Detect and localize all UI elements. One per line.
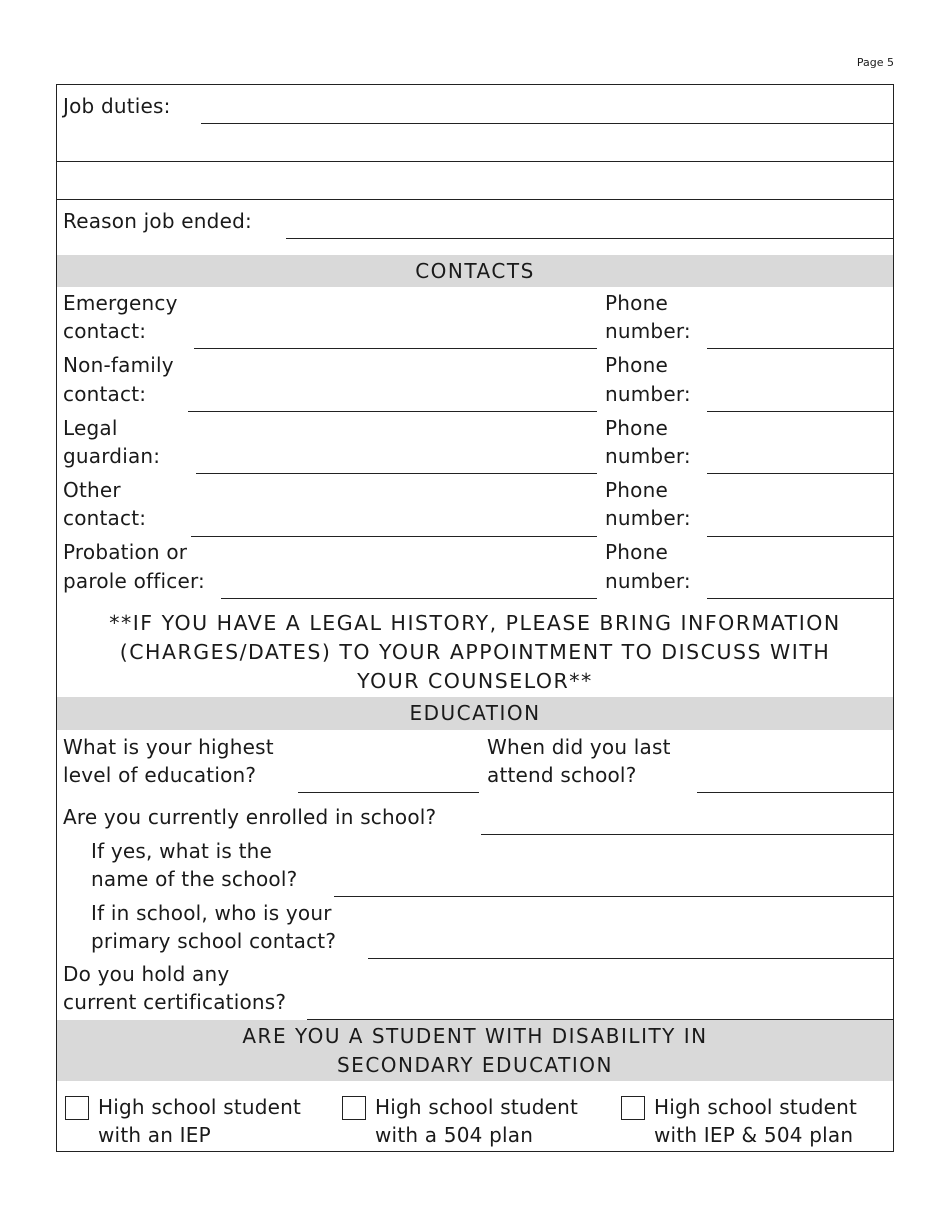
- iep-checkbox[interactable]: [65, 1096, 89, 1120]
- school-name-label-line1: If yes, what is the: [91, 839, 273, 863]
- probation-officer-label-line2: parole officer:: [63, 569, 205, 593]
- certifications-label-line1: Do you hold any: [63, 962, 230, 986]
- phone-label-line1: Phone: [605, 416, 668, 440]
- highest-education-label-line2: level of education?: [63, 763, 257, 787]
- iep-option-label-line2: with an IEP: [98, 1123, 211, 1147]
- emergency-contact-field[interactable]: [194, 348, 597, 349]
- reason-job-ended-field[interactable]: [286, 238, 893, 239]
- disability-heading-line-2: SECONDARY EDUCATION: [336, 1053, 613, 1077]
- job-duties-label: Job duties:: [63, 94, 171, 118]
- iep-and-504-option-label-line2: with IEP & 504 plan: [654, 1123, 854, 1147]
- other-contact-label-line1: Other: [63, 478, 121, 502]
- highest-education-label-line1: What is your highest: [63, 735, 274, 759]
- legal-note-line-2: (CHARGES/DATES) TO YOUR APPOINTMENT TO DISCUSS WITH: [119, 640, 831, 664]
- phone-label-line2: number:: [605, 444, 691, 468]
- non-family-contact-label-line2: contact:: [63, 382, 147, 406]
- phone-label-line2: number:: [605, 506, 691, 530]
- other-contact-field[interactable]: [191, 536, 597, 537]
- legal-guardian-label-line1: Legal: [63, 416, 118, 440]
- school-name-field[interactable]: [334, 896, 893, 897]
- job-duties-field-line-3[interactable]: [57, 199, 893, 200]
- last-attend-label-line1: When did you last: [487, 735, 671, 759]
- legal-history-note: [57, 609, 893, 696]
- contacts-heading: CONTACTS: [57, 255, 893, 287]
- legal-guardian-phone-field[interactable]: [707, 473, 893, 474]
- legal-note-line-3: YOUR COUNSELOR**: [357, 669, 593, 693]
- phone-label-line1: Phone: [605, 478, 668, 502]
- iep-and-504-option-label-line1: High school student: [654, 1095, 858, 1119]
- last-attend-field[interactable]: [697, 792, 893, 793]
- probation-officer-label-line1: Probation or: [63, 540, 188, 564]
- legal-guardian-label-line2: guardian:: [63, 444, 161, 468]
- non-family-contact-field[interactable]: [188, 411, 597, 412]
- disability-heading-line-1: ARE YOU A STUDENT WITH DISABILITY IN: [242, 1024, 708, 1048]
- legal-note-line-1: **IF YOU HAVE A LEGAL HISTORY, PLEASE BRING INFORMATION: [109, 611, 841, 635]
- other-contact-phone-field[interactable]: [707, 536, 893, 537]
- phone-label-line1: Phone: [605, 540, 668, 564]
- probation-officer-phone-field[interactable]: [707, 598, 893, 599]
- disability-heading: [57, 1020, 893, 1081]
- legal-guardian-field[interactable]: [196, 473, 597, 474]
- probation-officer-field[interactable]: [221, 598, 597, 599]
- school-contact-label-line2: primary school contact?: [91, 929, 337, 953]
- highest-education-field[interactable]: [298, 792, 479, 793]
- plan-504-option-label-line1: High school student: [375, 1095, 579, 1119]
- emergency-contact-label-line2: contact:: [63, 319, 147, 343]
- phone-label-line1: Phone: [605, 353, 668, 377]
- last-attend-label-line2: attend school?: [487, 763, 637, 787]
- iep-and-504-checkbox[interactable]: [621, 1096, 645, 1120]
- phone-label-line2: number:: [605, 319, 691, 343]
- job-duties-field-line-2[interactable]: [57, 161, 893, 162]
- reason-job-ended-label: Reason job ended:: [63, 209, 252, 233]
- phone-label-line1: Phone: [605, 291, 668, 315]
- enrolled-label: Are you currently enrolled in school?: [63, 805, 437, 829]
- iep-option-label-line1: High school student: [98, 1095, 302, 1119]
- certifications-label-line2: current certifications?: [63, 990, 287, 1014]
- school-contact-label-line1: If in school, who is your: [91, 901, 332, 925]
- school-contact-field[interactable]: [368, 958, 893, 959]
- phone-label-line2: number:: [605, 569, 691, 593]
- non-family-contact-label-line1: Non-family: [63, 353, 174, 377]
- other-contact-label-line2: contact:: [63, 506, 147, 530]
- plan-504-checkbox[interactable]: [342, 1096, 366, 1120]
- non-family-phone-field[interactable]: [707, 411, 893, 412]
- education-heading: EDUCATION: [57, 697, 893, 730]
- enrolled-field[interactable]: [481, 834, 893, 835]
- school-name-label-line2: name of the school?: [91, 867, 298, 891]
- phone-label-line2: number:: [605, 382, 691, 406]
- job-duties-field-line-1[interactable]: [201, 123, 893, 124]
- page-number: Page 5: [856, 56, 894, 69]
- emergency-contact-label-line1: Emergency: [63, 291, 178, 315]
- plan-504-option-label-line2: with a 504 plan: [375, 1123, 534, 1147]
- emergency-phone-field[interactable]: [707, 348, 893, 349]
